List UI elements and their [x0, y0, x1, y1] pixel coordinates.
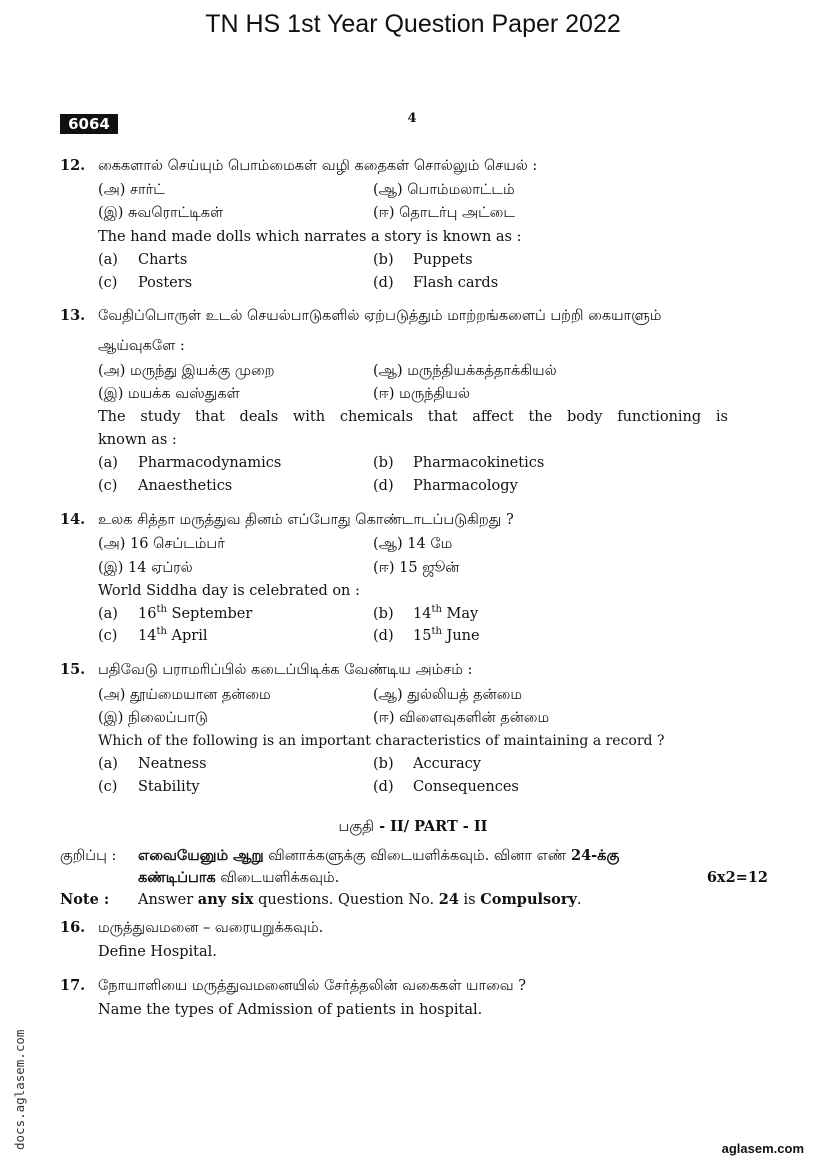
option-label: (d) [373, 779, 394, 795]
note-text: questions. Question No. [258, 892, 435, 908]
part-heading-tamil: பகுதி [338, 819, 375, 835]
option-label: (a) [98, 252, 118, 268]
ordinal-suffix: th [431, 604, 442, 616]
question-tamil: மருத்துவமனை – வரையறுக்கவும். [98, 920, 324, 936]
tamil-option: (ஈ) மருந்தியல் [373, 386, 470, 402]
marks-allocation: 6x2=12 [706, 869, 768, 886]
question-english: The hand made dolls which narrates a story is known as : [98, 229, 522, 245]
option-word: September [171, 606, 253, 622]
tamil-option: (இ) சுவரொட்டிகள் [98, 205, 224, 221]
option-label: (c) [98, 779, 118, 795]
question-number: 15. [60, 661, 86, 678]
question-number: 17. [60, 977, 86, 994]
option-text: Accuracy [413, 756, 481, 772]
tamil-option: (அ) தூய்மையான தன்மை [98, 687, 271, 703]
option-word: April [171, 628, 208, 644]
tamil-note-label: குறிப்பு : [60, 848, 117, 864]
note-text: . [576, 892, 582, 908]
tamil-option: (அ) சார்ட் [98, 182, 165, 198]
option-label: (b) [373, 455, 394, 471]
question-12 [60, 157, 538, 175]
option-label: (d) [373, 478, 394, 494]
question-english: The study that deals with chemicals that affect the body functioning is [98, 409, 728, 425]
part-heading [0, 818, 826, 837]
option-number: 15 [413, 628, 432, 644]
question-english-continued: known as : [98, 432, 177, 448]
ordinal-suffix: th [156, 626, 167, 638]
question-english: Which of the following is an important characteristics of maintaining a record ? [98, 733, 665, 749]
note-emphasis: any six [197, 891, 254, 908]
option-word: May [446, 606, 479, 622]
option-label: (b) [373, 606, 394, 622]
option-text: Pharmacology [413, 478, 518, 494]
option-text: Flash cards [413, 275, 499, 291]
question-number: 12. [60, 157, 86, 174]
question-14 [60, 511, 514, 529]
option-label: (a) [98, 455, 118, 471]
question-tamil: உலக சித்தா மருத்துவ தினம் எப்போது கொண்டாடப்படுகிறது ? [98, 512, 514, 528]
note-text: வினாக்களுக்கு விடையளிக்கவும். வினா எண் [268, 848, 567, 864]
note-text: விடையளிக்கவும். [220, 870, 340, 886]
option-label: (c) [98, 628, 118, 644]
footer-site: aglasem.com [721, 1141, 804, 1156]
question-number: 13. [60, 307, 86, 324]
question-tamil: பதிவேடு பராமரிப்பில் கடைப்பிடிக்க வேண்டிய அம்சம் : [98, 662, 473, 678]
option-text: Neatness [138, 756, 207, 772]
question-13 [60, 307, 662, 325]
option-label: (d) [373, 628, 394, 644]
tamil-option: (ஈ) தொடர்பு அட்டை [373, 205, 515, 221]
option-number: 14 [138, 628, 157, 644]
paper-code-badge: 6064 [60, 114, 118, 134]
tamil-option: (ஆ) துல்லியத் தன்மை [373, 687, 523, 703]
ordinal-suffix: th [431, 626, 442, 638]
tamil-note-line-1 [138, 847, 619, 865]
page-title: TN HS 1st Year Question Paper 2022 [205, 10, 621, 38]
question-english: Define Hospital. [98, 944, 217, 960]
question-17 [60, 977, 527, 995]
option-text: Pharmacodynamics [138, 455, 282, 471]
note-label: Note : [60, 891, 110, 908]
option-word: June [446, 628, 480, 644]
question-english: World Siddha day is celebrated on : [98, 583, 360, 599]
option-label: (d) [373, 275, 394, 291]
option-text: Posters [138, 275, 193, 291]
question-number: 14. [60, 511, 86, 528]
option-number: 14 [413, 606, 432, 622]
watermark-text: docs.aglasem.com [12, 1029, 27, 1150]
tamil-option: (இ) நிலைப்பாடு [98, 710, 208, 726]
note-emphasis: 24-க்கு [570, 847, 620, 864]
option-label: (c) [98, 478, 118, 494]
question-16 [60, 919, 324, 937]
note-emphasis: எவையேனும் ஆறு [138, 847, 264, 864]
tamil-option: (இ) மயக்க வஸ்துகள் [98, 386, 240, 402]
option-label: (a) [98, 756, 118, 772]
ordinal-suffix: th [156, 604, 167, 616]
question-15 [60, 661, 473, 679]
tamil-option: (இ) 14 ஏப்ரல் [98, 560, 193, 576]
option-number: 16 [138, 606, 157, 622]
part-heading-english: - II/ PART - II [379, 818, 488, 835]
tamil-option: (அ) மருந்து இயக்கு முறை [98, 363, 275, 379]
tamil-note-line-2 [138, 869, 339, 887]
side-watermark [12, 1000, 32, 1160]
tamil-option: (ஆ) மருந்தியக்கத்தாக்கியல் [373, 363, 557, 379]
option-label: (b) [373, 756, 394, 772]
tamil-option: (ஈ) விளைவுகளின் தன்மை [373, 710, 550, 726]
option-text: Pharmacokinetics [413, 455, 545, 471]
option-text [413, 627, 480, 645]
option-text: Charts [138, 252, 188, 268]
option-label: (b) [373, 252, 394, 268]
note-emphasis: கண்டிப்பாக [138, 869, 216, 886]
question-english: Name the types of Admission of patients in hospital. [98, 1002, 483, 1018]
tamil-option: (அ) 16 செப்டம்பர் [98, 536, 225, 552]
english-note [138, 891, 582, 909]
option-text: Consequences [413, 779, 519, 795]
tamil-option: (ஈ) 15 ஜூன் [373, 560, 460, 576]
option-text [413, 605, 478, 623]
note-emphasis: 24 [438, 891, 459, 908]
option-text [138, 627, 208, 645]
option-text: Stability [138, 779, 200, 795]
question-tamil: நோயாளியை மருத்துவமனையில் சேர்த்தலின் வகைகள் யாவை ? [98, 978, 527, 994]
option-text [138, 605, 252, 623]
note-text: is [463, 892, 476, 908]
option-text: Puppets [413, 252, 473, 268]
question-tamil: கைகளால் செய்யும் பொம்மைகள் வழி கதைகள் சொல்லும் செயல் : [98, 158, 538, 174]
page-number: 4 [407, 111, 417, 126]
tamil-option: (ஆ) 14 மே [373, 536, 453, 552]
option-label: (c) [98, 275, 118, 291]
option-label: (a) [98, 606, 118, 622]
option-text: Anaesthetics [138, 478, 233, 494]
question-tamil-continued: ஆய்வுகளே : [98, 338, 185, 354]
note-emphasis: Compulsory [480, 891, 577, 908]
note-text: Answer [138, 892, 194, 908]
question-number: 16. [60, 919, 86, 936]
question-tamil: வேதிப்பொருள் உடல் செயல்பாடுகளில் ஏற்படுத்தும் மாற்றங்களைப் பற்றி கையாளும் [98, 308, 662, 324]
tamil-option: (ஆ) பொம்மலாட்டம் [373, 182, 515, 198]
